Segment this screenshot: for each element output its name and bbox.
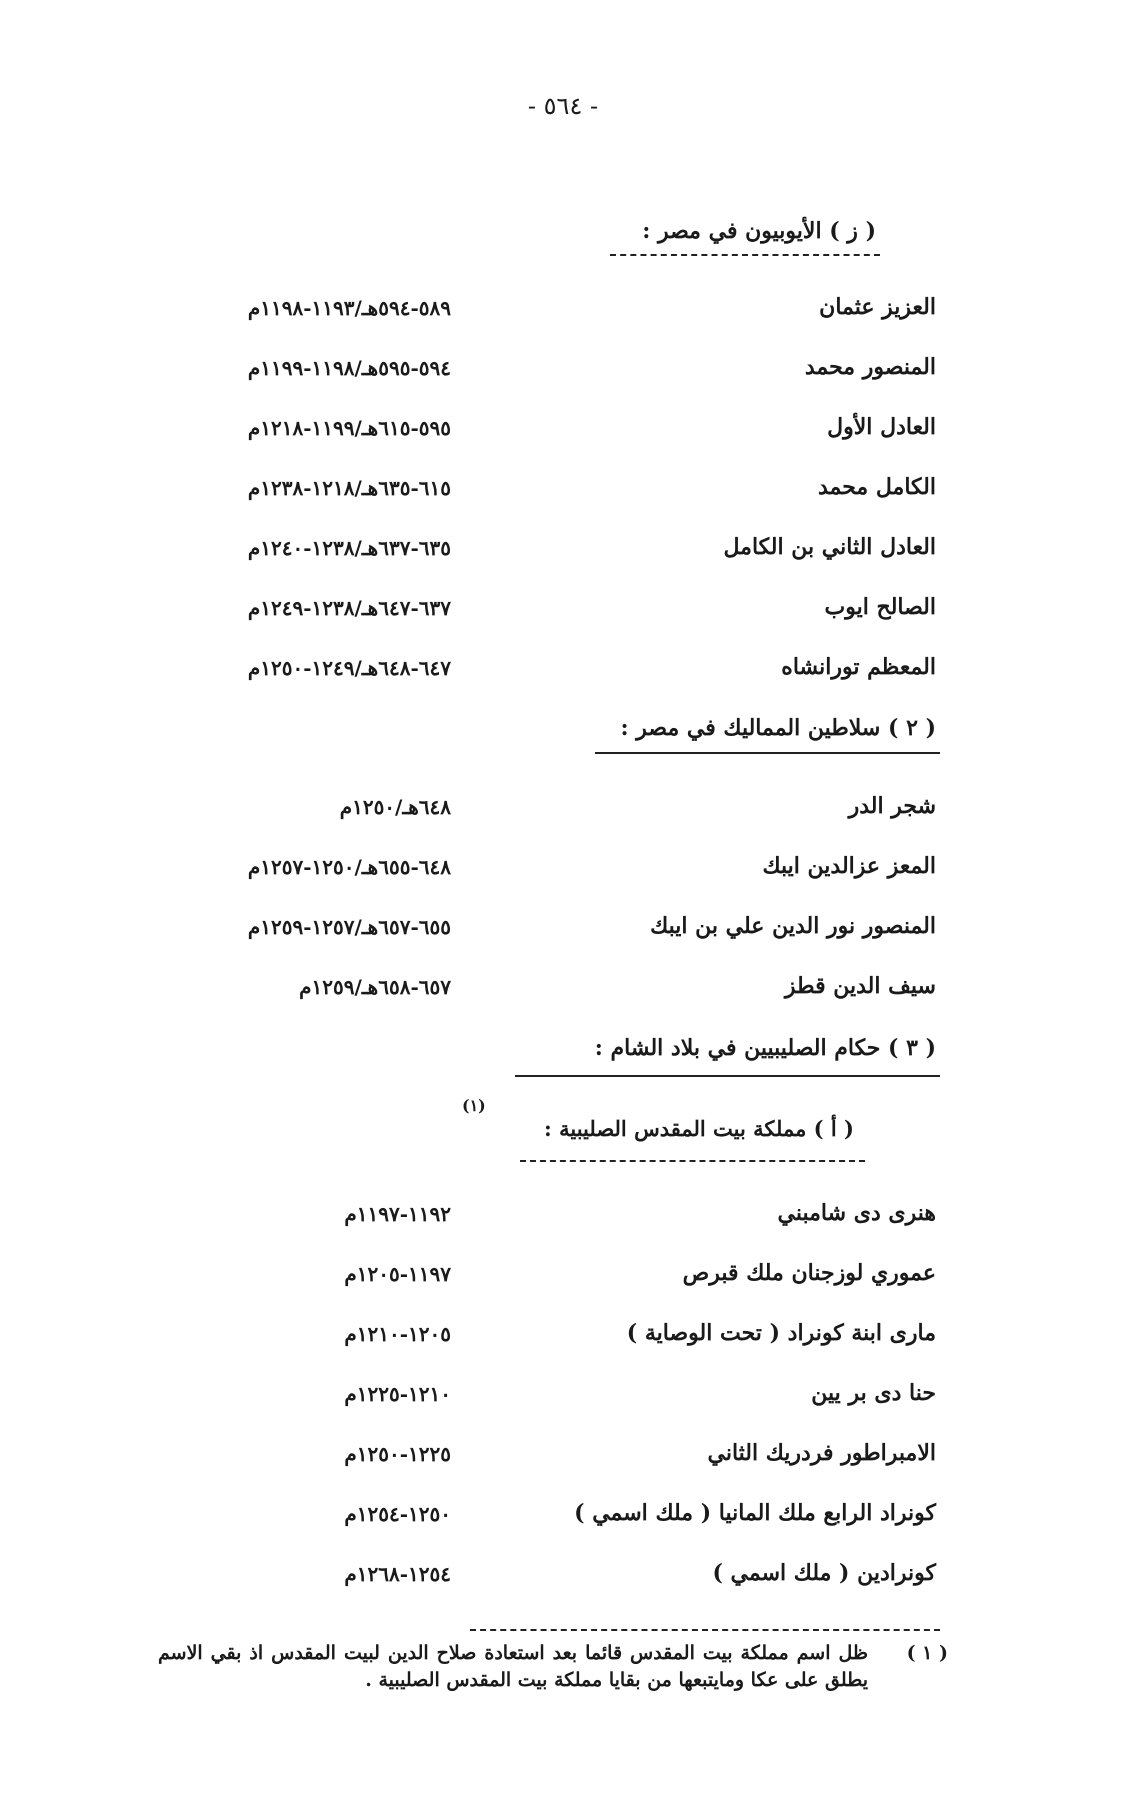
footnote-text: ظل اسم مملكة بيت المقدس قائما بعد استعادة صلاح الدين لبيت المقدس اذ بقي الاسم يطلق على عكا ومايتبعها من بقايا مملكة بيت المقدس الصليبية . — [158, 1642, 868, 1691]
ruler-dates: ١٢٥٠-١٢٥٤م — [344, 1502, 451, 1526]
footnote-marker: ( ١ ) — [906, 1642, 948, 1664]
ruler-dates: ٦٤٨هـ/١٢٥٠م — [339, 795, 451, 819]
ruler-name: هنرى دى شامبني — [777, 1200, 936, 1226]
ruler-dates: ١١٩٧-١٢٠٥م — [344, 1262, 451, 1286]
ruler-name: الصالح ايوب — [824, 594, 936, 620]
ruler-name: الكامل محمد — [817, 474, 936, 500]
ruler-dates: ١١٩٢-١١٩٧م — [344, 1202, 451, 1226]
ruler-name: سيف الدين قطز — [784, 973, 936, 999]
ruler-row — [0, 1500, 1126, 1540]
ruler-dates: ٦٥٥-٦٥٧هـ/١٢٥٧-١٢٥٩م — [247, 915, 451, 939]
ruler-dates: ٥٨٩-٥٩٤هـ/١١٩٣-١١٩٨م — [247, 296, 451, 320]
ruler-dates: ٥٩٤-٥٩٥هـ/١١٩٨-١١٩٩م — [247, 356, 451, 380]
footnote-separator — [470, 1629, 940, 1631]
ruler-name: مارى ابنة كونراد ( تحت الوصاية ) — [626, 1320, 936, 1346]
section-heading-crusaders: ( ٣ ) حكام الصليبيين في بلاد الشام : — [594, 1035, 936, 1061]
section-heading-mamluks: ( ٢ ) سلاطين المماليك في مصر : — [620, 715, 936, 741]
ruler-row — [0, 1560, 1126, 1600]
heading-underline — [610, 254, 880, 256]
heading-underline — [520, 1160, 865, 1162]
ruler-row — [0, 973, 1126, 1013]
ruler-name: كونرادين ( ملك اسمي ) — [712, 1560, 936, 1586]
ruler-dates: ٦١٥-٦٣٥هـ/١٢١٨-١٢٣٨م — [247, 476, 451, 500]
ruler-row — [0, 793, 1126, 833]
ruler-row — [0, 1380, 1126, 1420]
ruler-dates: ٦٥٧-٦٥٨هـ/١٢٥٩م — [299, 975, 451, 999]
ruler-dates: ٥٩٥-٦١٥هـ/١١٩٩-١٢١٨م — [247, 416, 451, 440]
ruler-name: عموري لوزجنان ملك قبرص — [682, 1260, 936, 1286]
ruler-row — [0, 1320, 1126, 1360]
ruler-row — [0, 534, 1126, 574]
ruler-name: كونراد الرابع ملك المانيا ( ملك اسمي ) — [574, 1500, 936, 1526]
ruler-name: حنا دى بر يين — [811, 1380, 936, 1406]
ruler-dates: ٦٣٧-٦٤٧هـ/١٢٣٨-١٢٤٩م — [247, 596, 451, 620]
ruler-dates: ٦٤٧-٦٤٨هـ/١٢٤٩-١٢٥٠م — [247, 656, 451, 680]
ruler-name: المعظم تورانشاه — [781, 654, 936, 680]
ruler-dates: ٦٤٨-٦٥٥هـ/١٢٥٠-١٢٥٧م — [247, 855, 451, 879]
ruler-row — [0, 1260, 1126, 1300]
ruler-dates: ٦٣٥-٦٣٧هـ/١٢٣٨-١٢٤٠م — [247, 536, 451, 560]
footnote-reference: (١) — [462, 1096, 486, 1115]
ruler-row — [0, 594, 1126, 634]
ruler-name: المنصور نور الدين علي بن ايبك — [650, 913, 936, 939]
ruler-row — [0, 1200, 1126, 1240]
ruler-row — [0, 414, 1126, 454]
ruler-row — [0, 1440, 1126, 1480]
ruler-dates: ١٢٠٥-١٢١٠م — [344, 1322, 451, 1346]
ruler-name: العادل الأول — [827, 414, 936, 440]
ruler-row — [0, 654, 1126, 694]
ruler-dates: ١٢٥٤-١٢٦٨م — [344, 1562, 451, 1586]
ruler-name: العزيز عثمان — [819, 294, 936, 320]
ruler-row — [0, 913, 1126, 953]
ruler-name: المنصور محمد — [804, 354, 936, 380]
ruler-name: الامبراطور فردريك الثاني — [707, 1440, 936, 1466]
ruler-row — [0, 474, 1126, 514]
ruler-name: شجر الدر — [848, 793, 936, 819]
ruler-dates: ١٢٢٥-١٢٥٠م — [344, 1442, 451, 1466]
ruler-name: المعز عزالدين ايبك — [762, 853, 936, 879]
section-heading-jerusalem: ( أ ) مملكة بيت المقدس الصليبية : — [544, 1116, 854, 1141]
heading-underline — [515, 1075, 940, 1077]
ruler-row — [0, 853, 1126, 893]
ruler-row — [0, 354, 1126, 394]
page-number: - ٥٦٤ - — [527, 92, 599, 120]
ruler-name: العادل الثاني بن الكامل — [723, 534, 936, 560]
ruler-row — [0, 294, 1126, 334]
footnote — [158, 1640, 948, 1694]
ruler-dates: ١٢١٠-١٢٢٥م — [344, 1382, 451, 1406]
heading-underline — [595, 752, 940, 754]
section-heading-ayyubids: ( ز ) الأيوبيون في مصر : — [642, 218, 876, 244]
